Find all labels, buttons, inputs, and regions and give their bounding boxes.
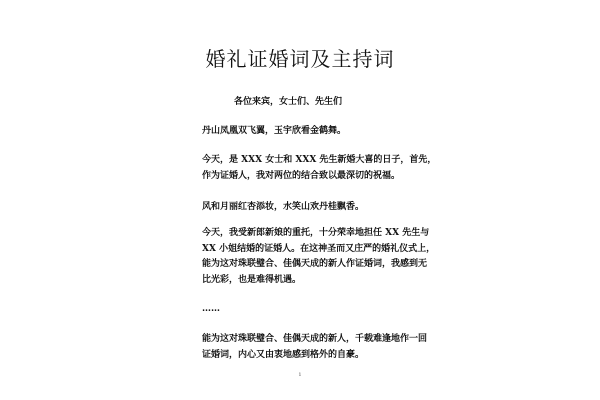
- paragraph-line: 今天，我受新郎新娘的重托，十分荣幸地担任 XX 先生与: [202, 228, 430, 238]
- page-number: 1: [298, 372, 302, 378]
- paragraph-line: 丹山凤凰双飞翼，玉宇欣看金鹤舞。: [202, 126, 347, 136]
- paragraph-couplet-2: [202, 200, 412, 216]
- paragraph-line: 今天，是 XXX 女士和 XXX 先生新婚大喜的日子，首先，: [202, 155, 437, 165]
- paragraph-line: 比光彩，也是难得机遇。: [202, 274, 302, 285]
- paragraph-closing: [202, 332, 428, 363]
- paragraph-line: 证婚词，内心又由衷地感到格外的自豪。: [202, 349, 365, 360]
- paragraph-line: 能为这对珠联璧合、佳偶天成的新人，千载难逢地作一回: [202, 334, 428, 344]
- paragraph-line: ……: [202, 304, 220, 314]
- paragraph-line: 风和月丽红杏添妆，水笑山欢丹桂飘香。: [202, 202, 365, 212]
- paragraph-line: 能为这对珠联璧合、佳偶天成的新人作证婚词，我感到无: [202, 259, 428, 269]
- document-title: 婚礼证婚词及主持词: [205, 47, 395, 71]
- paragraph-blessing: [202, 153, 437, 184]
- paragraph-officiant: [202, 226, 436, 288]
- paragraph-line: 作为证婚人，我对两位的结合致以最深切的祝福。: [202, 170, 401, 181]
- paragraph-couplet-1: [202, 124, 412, 140]
- salutation-line: 各位来宾，女士们、先生们: [234, 97, 343, 107]
- paragraph-line: XX 小姐结婚的证婚人。在这神圣而又庄严的婚礼仪式上，: [202, 243, 436, 254]
- paragraph-ellipsis: [202, 302, 412, 318]
